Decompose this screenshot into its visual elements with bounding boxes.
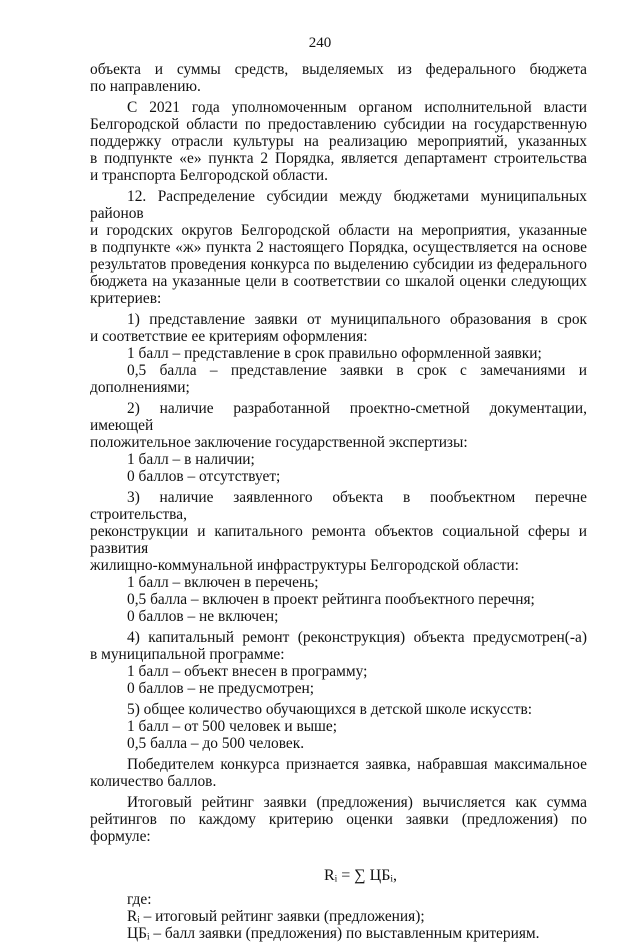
text-line: результатов проведения конкурса по выделению субсидии из федерального: [90, 256, 587, 273]
text-line: в муниципальной программе:: [90, 646, 285, 663]
text-line: в подпункте «е» пункта 2 Порядка, является департамент строительства: [90, 150, 587, 167]
paragraph-line: С 2021 года уполномоченным органом исполнительной власти: [127, 99, 587, 116]
paragraph-line: 12. Распределение субсидии между бюджетами муниципальных районов: [90, 188, 587, 222]
page-number: 240: [308, 35, 332, 51]
criterion-1-title: 1) представление заявки от муниципального образования в срок: [127, 311, 587, 328]
score-line: 1 балл – объект внесен в программу;: [127, 663, 368, 680]
criterion-5-title: 5) общее количество обучающихся в детской школе искусств:: [127, 701, 533, 718]
criterion-2-title: 2) наличие разработанной проектно-сметной документации, имеющей: [90, 400, 587, 434]
score-line: 1 балл – представление в срок правильно оформленной заявки;: [127, 345, 542, 362]
rating-formula: Rᵢ = ∑ ЦБᵢ,: [323, 867, 398, 884]
score-line: 0,5 балла – до 500 человек.: [127, 735, 305, 752]
text-line: жилищно-коммунальной инфраструктуры Белгородской области:: [90, 557, 519, 574]
formula-definition: Rᵢ – итоговый рейтинг заявки (предложения);: [127, 908, 425, 925]
score-line: 0,5 балла – включен в проект рейтинга пообъектного перечня;: [127, 591, 535, 608]
paragraph-line: Итоговый рейтинг заявки (предложения) вычисляется как сумма: [127, 794, 587, 811]
text-line: в подпункте «ж» пункта 2 настоящего Порядка, осуществляется на основе: [90, 239, 587, 256]
text-line: реконструкции и капитального ремонта объектов социальной сферы и развития: [90, 523, 587, 557]
score-line: 0,5 балла – представление заявки в срок с замечаниями и дополнениями;: [90, 362, 587, 396]
text-line: количество баллов.: [90, 773, 217, 790]
score-line: 1 балл – от 500 человек и выше;: [127, 718, 338, 735]
criterion-4-title: 4) капитальный ремонт (реконструкция) объекта предусмотрен(-а): [127, 629, 587, 646]
criterion-3-title: 3) наличие заявленного объекта в пообъектном перечне строительства,: [90, 489, 587, 523]
text-line: Белгородской области по предоставлению субсидии на государственную: [90, 116, 587, 133]
score-line: 0 баллов – не включен;: [127, 608, 279, 625]
score-line: 1 балл – в наличии;: [127, 451, 255, 468]
formula-where: где:: [127, 891, 152, 908]
text-line: и транспорта Белгородской области.: [90, 167, 328, 184]
text-line: критериев:: [90, 290, 162, 307]
text-line: рейтингов по каждому критерию оценки заявки (предложения) по формуле:: [90, 811, 587, 845]
score-line: 0 баллов – отсутствует;: [127, 468, 281, 485]
formula-definition: ЦБᵢ – балл заявки (предложения) по выставленным критериям.: [127, 925, 540, 942]
text-line: по направлению.: [90, 78, 201, 95]
text-line: положительное заключение государственной экспертизы:: [90, 434, 468, 451]
paragraph-line: Победителем конкурса признается заявка, набравшая максимальное: [127, 756, 587, 773]
text-line: объекта и суммы средств, выделяемых из федерального бюджета: [90, 61, 587, 78]
text-line: и городских округов Белгородской области на мероприятия, указанные: [90, 222, 587, 239]
score-line: 1 балл – включен в перечень;: [127, 574, 319, 591]
text-line: поддержку отрасли культуры на реализацию мероприятий, указанных: [90, 133, 587, 150]
text-line: и соответствие ее критериям оформления:: [90, 328, 368, 345]
text-line: бюджета на указанные цели в соответствии со шкалой оценки следующих: [90, 273, 587, 290]
document-body: [90, 61, 587, 942]
score-line: 0 баллов – не предусмотрен;: [127, 680, 315, 697]
